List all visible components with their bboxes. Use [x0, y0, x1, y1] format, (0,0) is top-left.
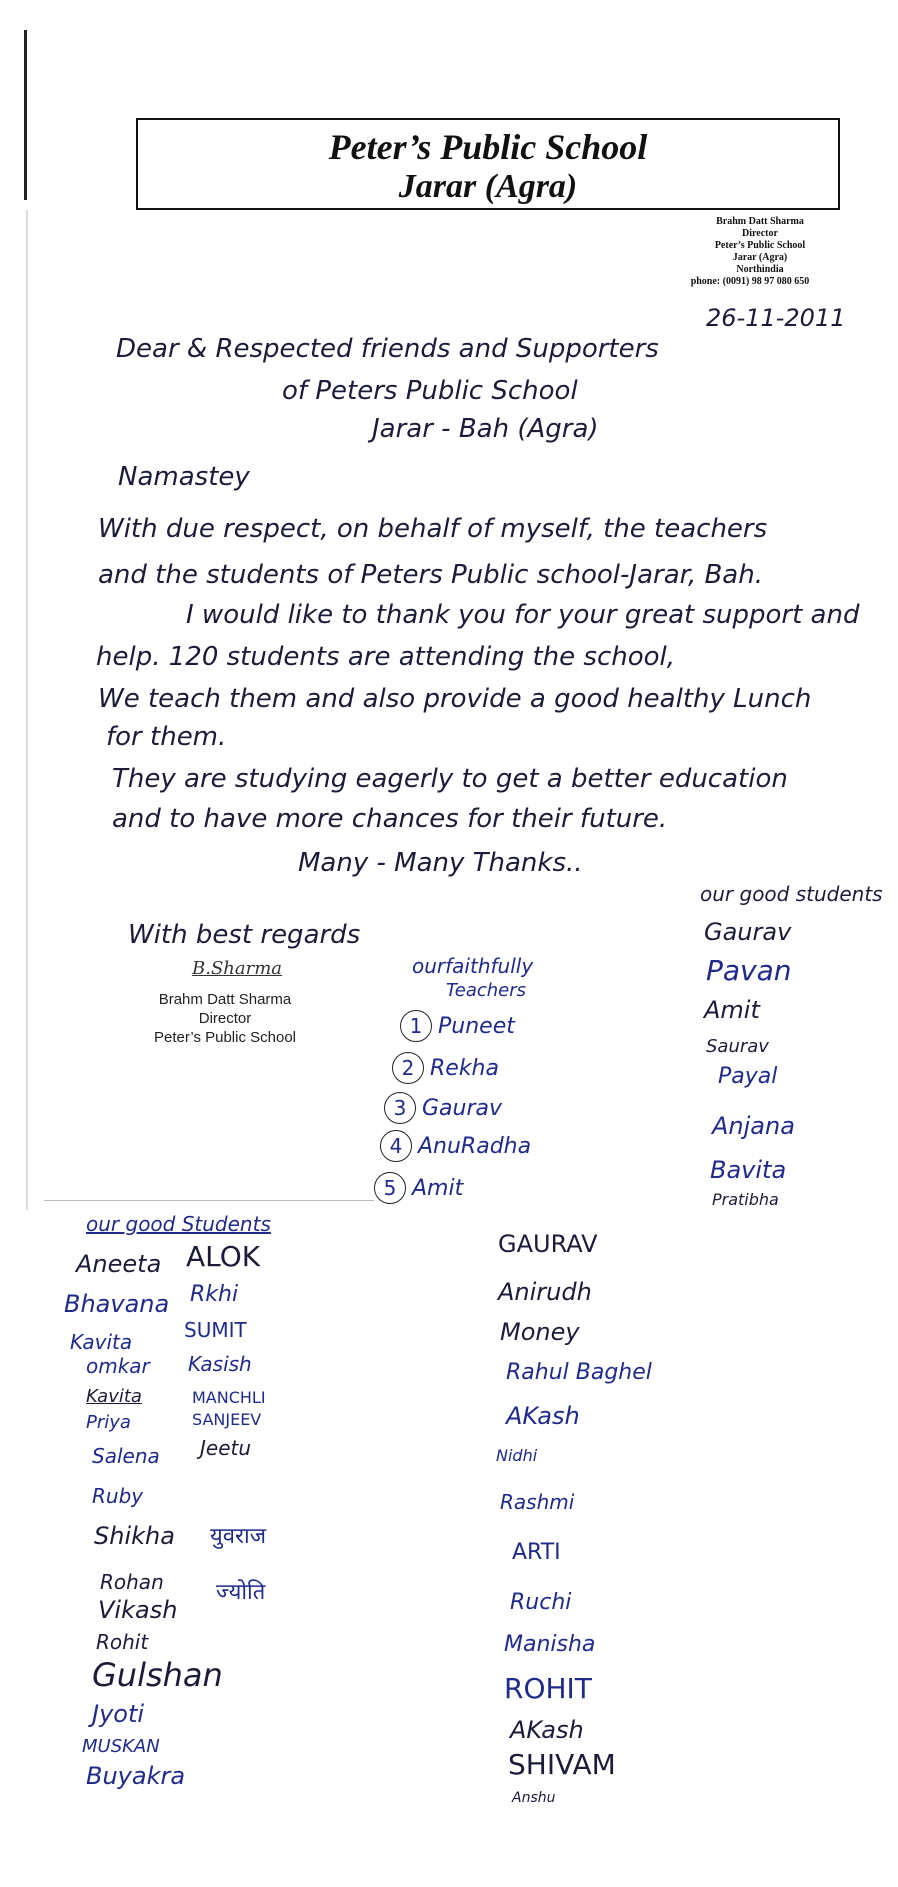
salutation-line-3: Jarar - Bah (Agra) — [372, 414, 599, 444]
body-line: I would like to thank you for your great support and — [186, 600, 860, 630]
signature-name: Brahm Datt Sharma — [158, 991, 292, 1008]
teacher-name: Gaurav — [422, 1096, 503, 1121]
teacher-number: 2 — [392, 1052, 424, 1084]
body-line: for them. — [106, 722, 227, 752]
student-name: AKash — [506, 1402, 580, 1430]
students-right-heading: our good students — [700, 882, 883, 906]
letter-date: 26-11-2011 — [706, 304, 846, 332]
student-name: Anjana — [712, 1112, 795, 1140]
teacher-row — [380, 1130, 531, 1162]
contact-school: Peter’s Public School — [714, 240, 806, 251]
student-name: Bhavana — [64, 1290, 170, 1318]
student-name: Kasish — [188, 1352, 252, 1376]
teacher-number: 1 — [400, 1010, 432, 1042]
student-name: Gaurav — [704, 918, 792, 946]
student-name: Rahul Baghel — [506, 1360, 652, 1385]
student-name: Vikash — [98, 1596, 178, 1624]
teachers-heading-2: Teachers — [446, 980, 527, 1001]
teacher-row — [392, 1052, 499, 1084]
student-name: GAURAV — [498, 1230, 598, 1258]
school-location: Jarar (Agra) — [398, 168, 578, 205]
student-name: Bavita — [710, 1156, 787, 1184]
contact-title: Director — [742, 228, 778, 239]
teacher-row — [374, 1172, 463, 1204]
teacher-number: 4 — [380, 1130, 412, 1162]
student-name: MUSKAN — [82, 1736, 160, 1757]
section-divider — [44, 1200, 374, 1201]
teacher-row — [400, 1010, 515, 1042]
student-name: Money — [500, 1318, 580, 1346]
teacher-name: Puneet — [438, 1014, 515, 1039]
student-name: Gulshan — [92, 1656, 223, 1694]
body-line: We teach them and also provide a good healthy Lunch — [98, 684, 812, 714]
student-name: omkar — [86, 1354, 150, 1378]
student-name: SUMIT — [184, 1318, 247, 1342]
student-name: Rohan — [100, 1570, 164, 1594]
body-line: With due respect, on behalf of myself, the teachers — [98, 514, 768, 544]
contact-block — [690, 216, 830, 288]
student-name: Salena — [92, 1444, 160, 1468]
student-name: Kavita — [86, 1386, 142, 1407]
greeting: Namastey — [118, 462, 250, 492]
teacher-row — [384, 1092, 502, 1124]
student-name: Anirudh — [498, 1278, 592, 1306]
student-name: Shikha — [94, 1522, 175, 1550]
student-name: ज्योति — [216, 1580, 266, 1605]
margin-scan-line — [24, 30, 27, 200]
body-line: and the students of Peters Public school-Jarar, Bah. — [98, 560, 763, 590]
student-name: Jyoti — [92, 1700, 145, 1728]
teacher-name: AnuRadha — [418, 1134, 532, 1159]
student-name: Buyakra — [86, 1762, 186, 1790]
margin-scan-shadow — [26, 210, 28, 1210]
student-name: Pratibha — [712, 1190, 779, 1209]
teacher-name: Amit — [412, 1176, 464, 1201]
student-name: MANCHLI — [192, 1388, 266, 1407]
student-name: Pavan — [706, 954, 792, 987]
student-name: Manisha — [504, 1632, 596, 1657]
student-name: SHIVAM — [508, 1748, 616, 1781]
contact-region: Northindia — [736, 264, 784, 275]
body-line: Many - Many Thanks.. — [298, 848, 583, 878]
student-name: Priya — [86, 1412, 131, 1433]
student-name: Rashmi — [500, 1490, 575, 1514]
student-name: Saurav — [706, 1036, 769, 1057]
signature-school: Peter’s Public School — [153, 1029, 297, 1046]
body-line: They are studying eagerly to get a better education — [112, 764, 788, 794]
contact-phone: phone: (0091) 98 97 080 650 — [690, 276, 810, 287]
teacher-number: 5 — [374, 1172, 406, 1204]
student-name: Ruchi — [510, 1590, 572, 1615]
school-name: Peter’s Public School — [328, 127, 648, 167]
student-name: Rkhi — [190, 1282, 239, 1307]
salutation-line-2: of Peters Public School — [282, 376, 578, 406]
teacher-name: Rekha — [430, 1056, 499, 1081]
signature-block — [120, 990, 330, 1047]
student-name: Amit — [704, 996, 760, 1024]
students-bottom-heading: our good Students — [86, 1212, 271, 1236]
contact-address: Jarar (Agra) — [732, 252, 788, 263]
student-name: युवराज — [210, 1524, 267, 1549]
student-name: Rohit — [96, 1630, 149, 1654]
student-name: Payal — [718, 1064, 778, 1089]
student-name: ROHIT — [504, 1672, 592, 1705]
letterhead-box — [136, 118, 840, 210]
student-name: ALOK — [186, 1240, 261, 1273]
teachers-heading-1: ourfaithfully — [412, 954, 534, 978]
contact-name: Brahm Datt Sharma — [716, 216, 804, 227]
student-name: ARTI — [512, 1540, 561, 1565]
signature-title: Director — [198, 1010, 252, 1027]
signature-scribble: B.Sharma — [192, 958, 283, 979]
salutation-line-1: Dear & Respected friends and Supporters — [116, 334, 659, 364]
teacher-number: 3 — [384, 1092, 416, 1124]
body-line: help. 120 students are attending the school, — [96, 642, 676, 672]
student-name: AKash — [510, 1716, 584, 1744]
closing: With best regards — [128, 920, 361, 950]
student-name: SANJEEV — [192, 1410, 262, 1429]
body-line: and to have more chances for their future. — [112, 804, 668, 834]
student-name: Anshu — [512, 1790, 556, 1806]
student-name: Kavita — [70, 1330, 133, 1354]
student-name: Jeetu — [200, 1436, 252, 1460]
student-name: Aneeta — [76, 1250, 162, 1278]
student-name: Ruby — [92, 1484, 144, 1508]
student-name: Nidhi — [496, 1446, 538, 1465]
